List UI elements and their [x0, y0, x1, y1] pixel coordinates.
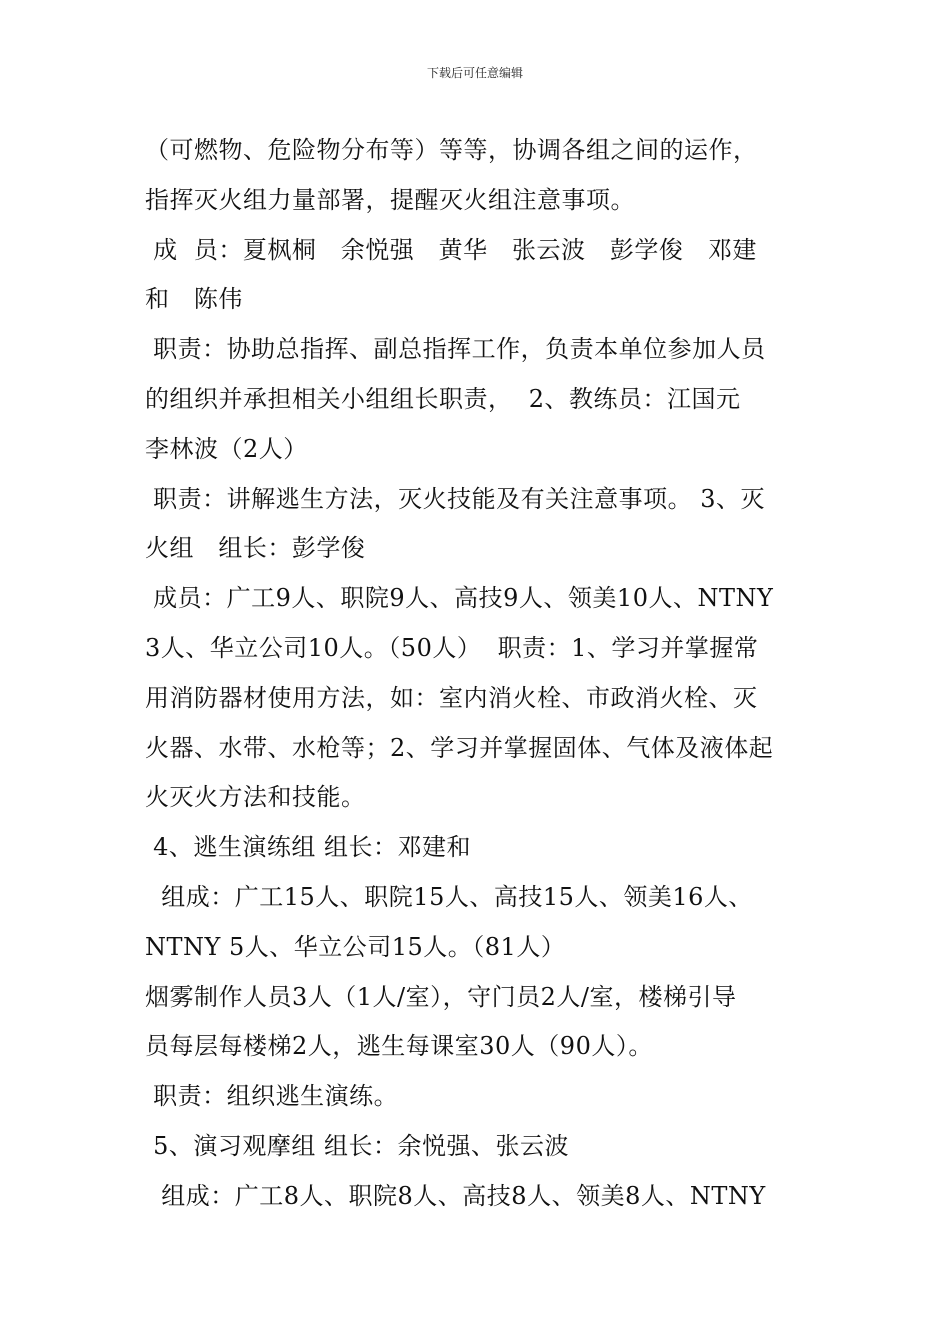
document-body: [145, 126, 835, 1222]
text-line: 组成：广工15人、职院15人、高技15人、领美16人、: [145, 882, 753, 911]
text-line: 指挥灭火组力量部署，提醒灭火组注意事项。: [145, 185, 635, 214]
text-line: 成 员：夏枫桐 余悦强 黄华 张云波 彭学俊 邓建: [145, 235, 757, 264]
text-line: 烟雾制作人员3人（1人/室），守门员2人/室，楼梯引导: [145, 982, 737, 1011]
text-line: 3人、华立公司10人。（50人） 职责：1、学习并掌握常: [145, 633, 759, 662]
page-header: 下载后可任意编辑: [426, 66, 523, 80]
text-line: 火组 组长：彭学俊: [145, 534, 366, 563]
text-line: 员每层每楼梯2人，逃生每课室30人（90人）。: [145, 1032, 653, 1061]
text-line: 成员：广工9人、职院9人、高技9人、领美10人、NTNY: [145, 584, 774, 613]
text-line: 职责：组织逃生演练。: [145, 1082, 399, 1111]
text-line: NTNY 5人、华立公司15人。（81人）: [145, 932, 566, 961]
text-line: 和 陈伟: [145, 285, 243, 314]
text-line: 职责：协助总指挥、副总指挥工作，负责本单位参加人员: [145, 335, 766, 364]
text-line: 5、演习观摩组 组长：余悦强、张云波: [145, 1131, 570, 1160]
text-line: 的组织并承担相关小组组长职责， 2、教练员：江国元: [145, 384, 741, 413]
text-line: 火器、水带、水枪等；2、学习并掌握固体、气体及液体起: [145, 733, 774, 762]
text-line: （可燃物、危险物分布等）等等，协调各组之间的运作，: [145, 136, 758, 164]
text-line: 4、逃生演练组 组长：邓建和: [145, 833, 472, 862]
text-line: 用消防器材使用方法，如：室内消火栓、市政消火栓、灭: [145, 683, 758, 712]
text-line: 职责：讲解逃生方法，灭火技能及有关注意事项。 3、灭: [145, 484, 766, 513]
text-line: 李林波（2人）: [145, 434, 308, 463]
text-line: 火灭火方法和技能。: [145, 783, 366, 812]
text-line: 组成：广工8人、职院8人、高技8人、领美8人、NTNY: [145, 1181, 766, 1210]
